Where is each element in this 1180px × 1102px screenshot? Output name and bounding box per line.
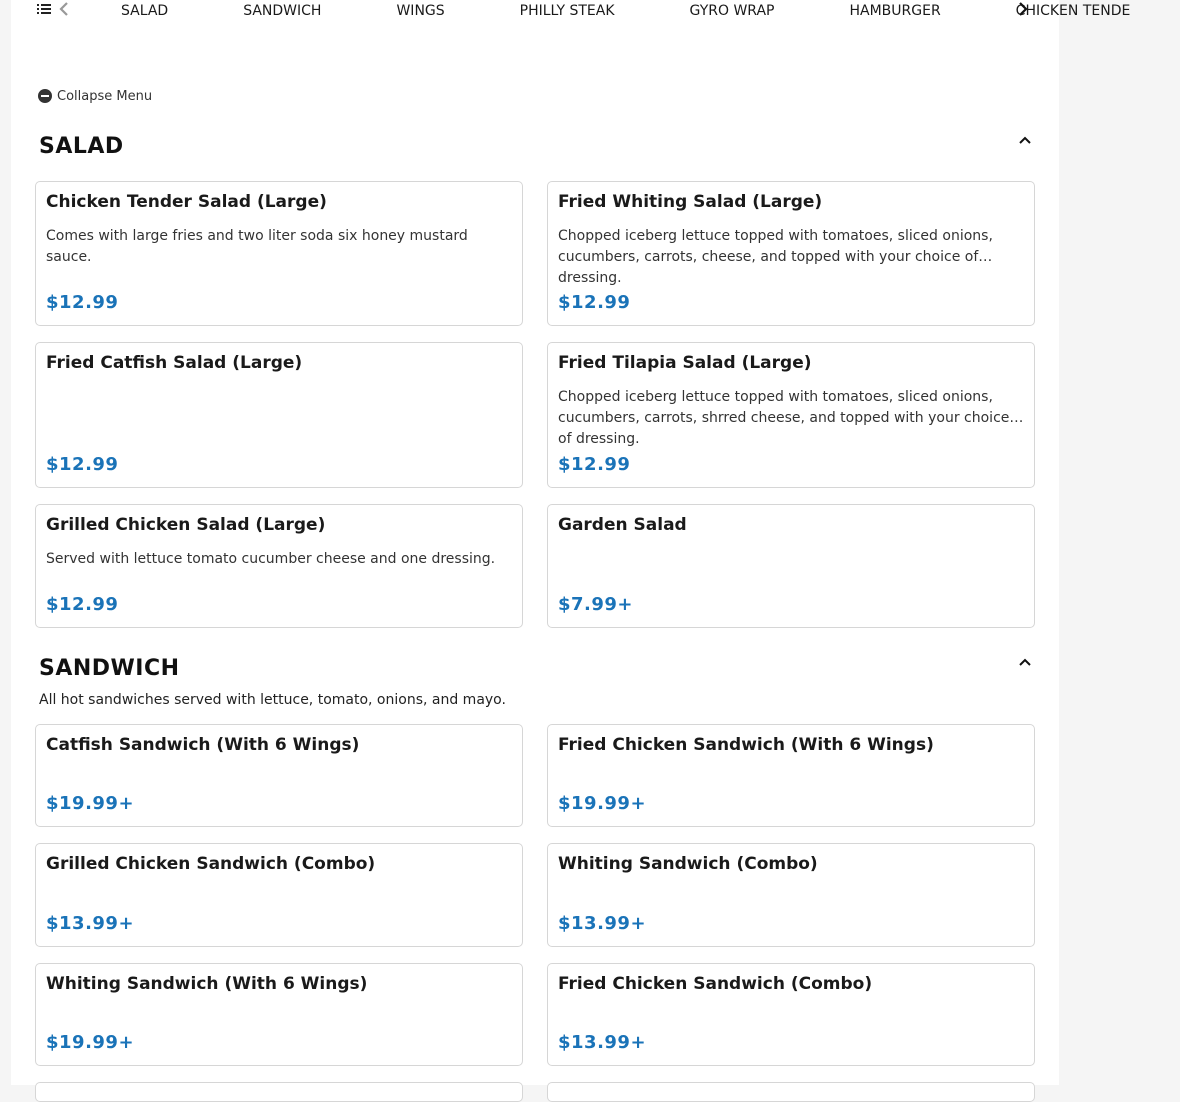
- item-price: $12.99: [46, 594, 119, 615]
- item-price: $19.99+: [46, 793, 135, 814]
- item-name: Grilled Chicken Sandwich (Combo): [46, 854, 376, 874]
- category-tab-gyro-wrap[interactable]: GYRO WRAP: [689, 3, 775, 19]
- item-name: Fried Tilapia Salad (Large): [558, 353, 812, 373]
- menu-item-card[interactable]: [547, 504, 1035, 628]
- item-name: Whiting Sandwich (With 6 Wings): [46, 974, 368, 994]
- menu-item-card[interactable]: [547, 1082, 1035, 1102]
- item-price: $19.99+: [558, 793, 647, 814]
- collapse-menu-button[interactable]: [38, 87, 152, 105]
- item-price: $13.99+: [558, 913, 647, 934]
- menu-item-card[interactable]: [547, 963, 1035, 1066]
- category-tab-philly-steak[interactable]: PHILLY STEAK: [519, 3, 615, 19]
- chevron-left-icon[interactable]: [57, 1, 71, 17]
- item-description: Chopped iceberg lettuce topped with tomatoes, sliced onions, cucumbers, carrots, cheese, and topped with your choice of dressing.: [558, 228, 993, 286]
- menu-item-card[interactable]: [35, 963, 523, 1066]
- category-nav: [11, 0, 1131, 20]
- item-price: $12.99: [46, 454, 119, 475]
- item-name: Catfish Sandwich (With 6 Wings): [46, 735, 360, 755]
- category-tab-wings[interactable]: WINGS: [396, 3, 445, 19]
- menu-item-card[interactable]: [547, 181, 1035, 326]
- category-tabs: [96, 0, 1131, 20]
- item-price: $19.99+: [46, 1032, 135, 1053]
- item-description: Served with lettuce tomato cucumber cheese and one dressing.: [46, 551, 496, 567]
- item-price: $7.99+: [558, 594, 634, 615]
- menu-item-card[interactable]: [35, 843, 523, 947]
- item-price: $12.99: [46, 292, 119, 313]
- item-price: $12.99: [558, 292, 631, 313]
- item-name: Fried Chicken Sandwich (Combo): [558, 974, 873, 994]
- menu-item-card[interactable]: [35, 504, 523, 628]
- item-name: Garden Salad: [558, 515, 687, 535]
- menu-item-card[interactable]: [35, 1082, 523, 1102]
- item-name: Fried Catfish Salad (Large): [46, 353, 303, 373]
- category-tab-sandwich[interactable]: SANDWICH: [243, 3, 322, 19]
- menu-page: [11, 0, 1131, 1085]
- item-name: Fried Chicken Sandwich (With 6 Wings): [558, 735, 934, 755]
- item-name: Chicken Tender Salad (Large): [46, 192, 327, 212]
- menu-item-card[interactable]: [547, 342, 1035, 488]
- collapse-menu-label: Collapse Menu: [57, 88, 153, 104]
- section-title-salad: SALAD: [39, 134, 124, 159]
- menu-item-card[interactable]: [547, 724, 1035, 827]
- category-tab-chicken-tende[interactable]: CHICKEN TENDE: [1015, 3, 1131, 19]
- section-description: All hot sandwiches served with lettuce, tomato, onions, and mayo.: [39, 692, 506, 708]
- category-tab-salad[interactable]: SALAD: [121, 3, 169, 19]
- item-name: Grilled Chicken Salad (Large): [46, 515, 326, 535]
- item-price: $12.99: [558, 454, 631, 475]
- category-tab-hamburger[interactable]: HAMBURGER: [849, 3, 941, 19]
- chevron-up-icon[interactable]: [1017, 654, 1033, 670]
- item-description: Comes with large fries and two liter soda six honey mustard sauce.: [46, 228, 468, 265]
- menu-item-card[interactable]: [547, 843, 1035, 947]
- menu-item-card[interactable]: [35, 342, 523, 488]
- item-description: Chopped iceberg lettuce topped with tomatoes, sliced onions, cucumbers, carrots, shrred cheese, and topped with your choice of dressing.: [558, 389, 1010, 447]
- section-title-sandwich: SANDWICH: [39, 656, 180, 681]
- menu-item-card[interactable]: [35, 181, 523, 326]
- chevron-up-icon[interactable]: [1017, 132, 1033, 148]
- item-price: $13.99+: [46, 913, 135, 934]
- item-price: $13.99+: [558, 1032, 647, 1053]
- minus-circle-icon: [38, 89, 52, 103]
- chevron-right-icon[interactable]: [1016, 1, 1030, 17]
- menu-item-card[interactable]: [35, 724, 523, 827]
- item-name: Whiting Sandwich (Combo): [558, 854, 818, 874]
- item-name: Fried Whiting Salad (Large): [558, 192, 823, 212]
- list-icon[interactable]: [37, 2, 51, 16]
